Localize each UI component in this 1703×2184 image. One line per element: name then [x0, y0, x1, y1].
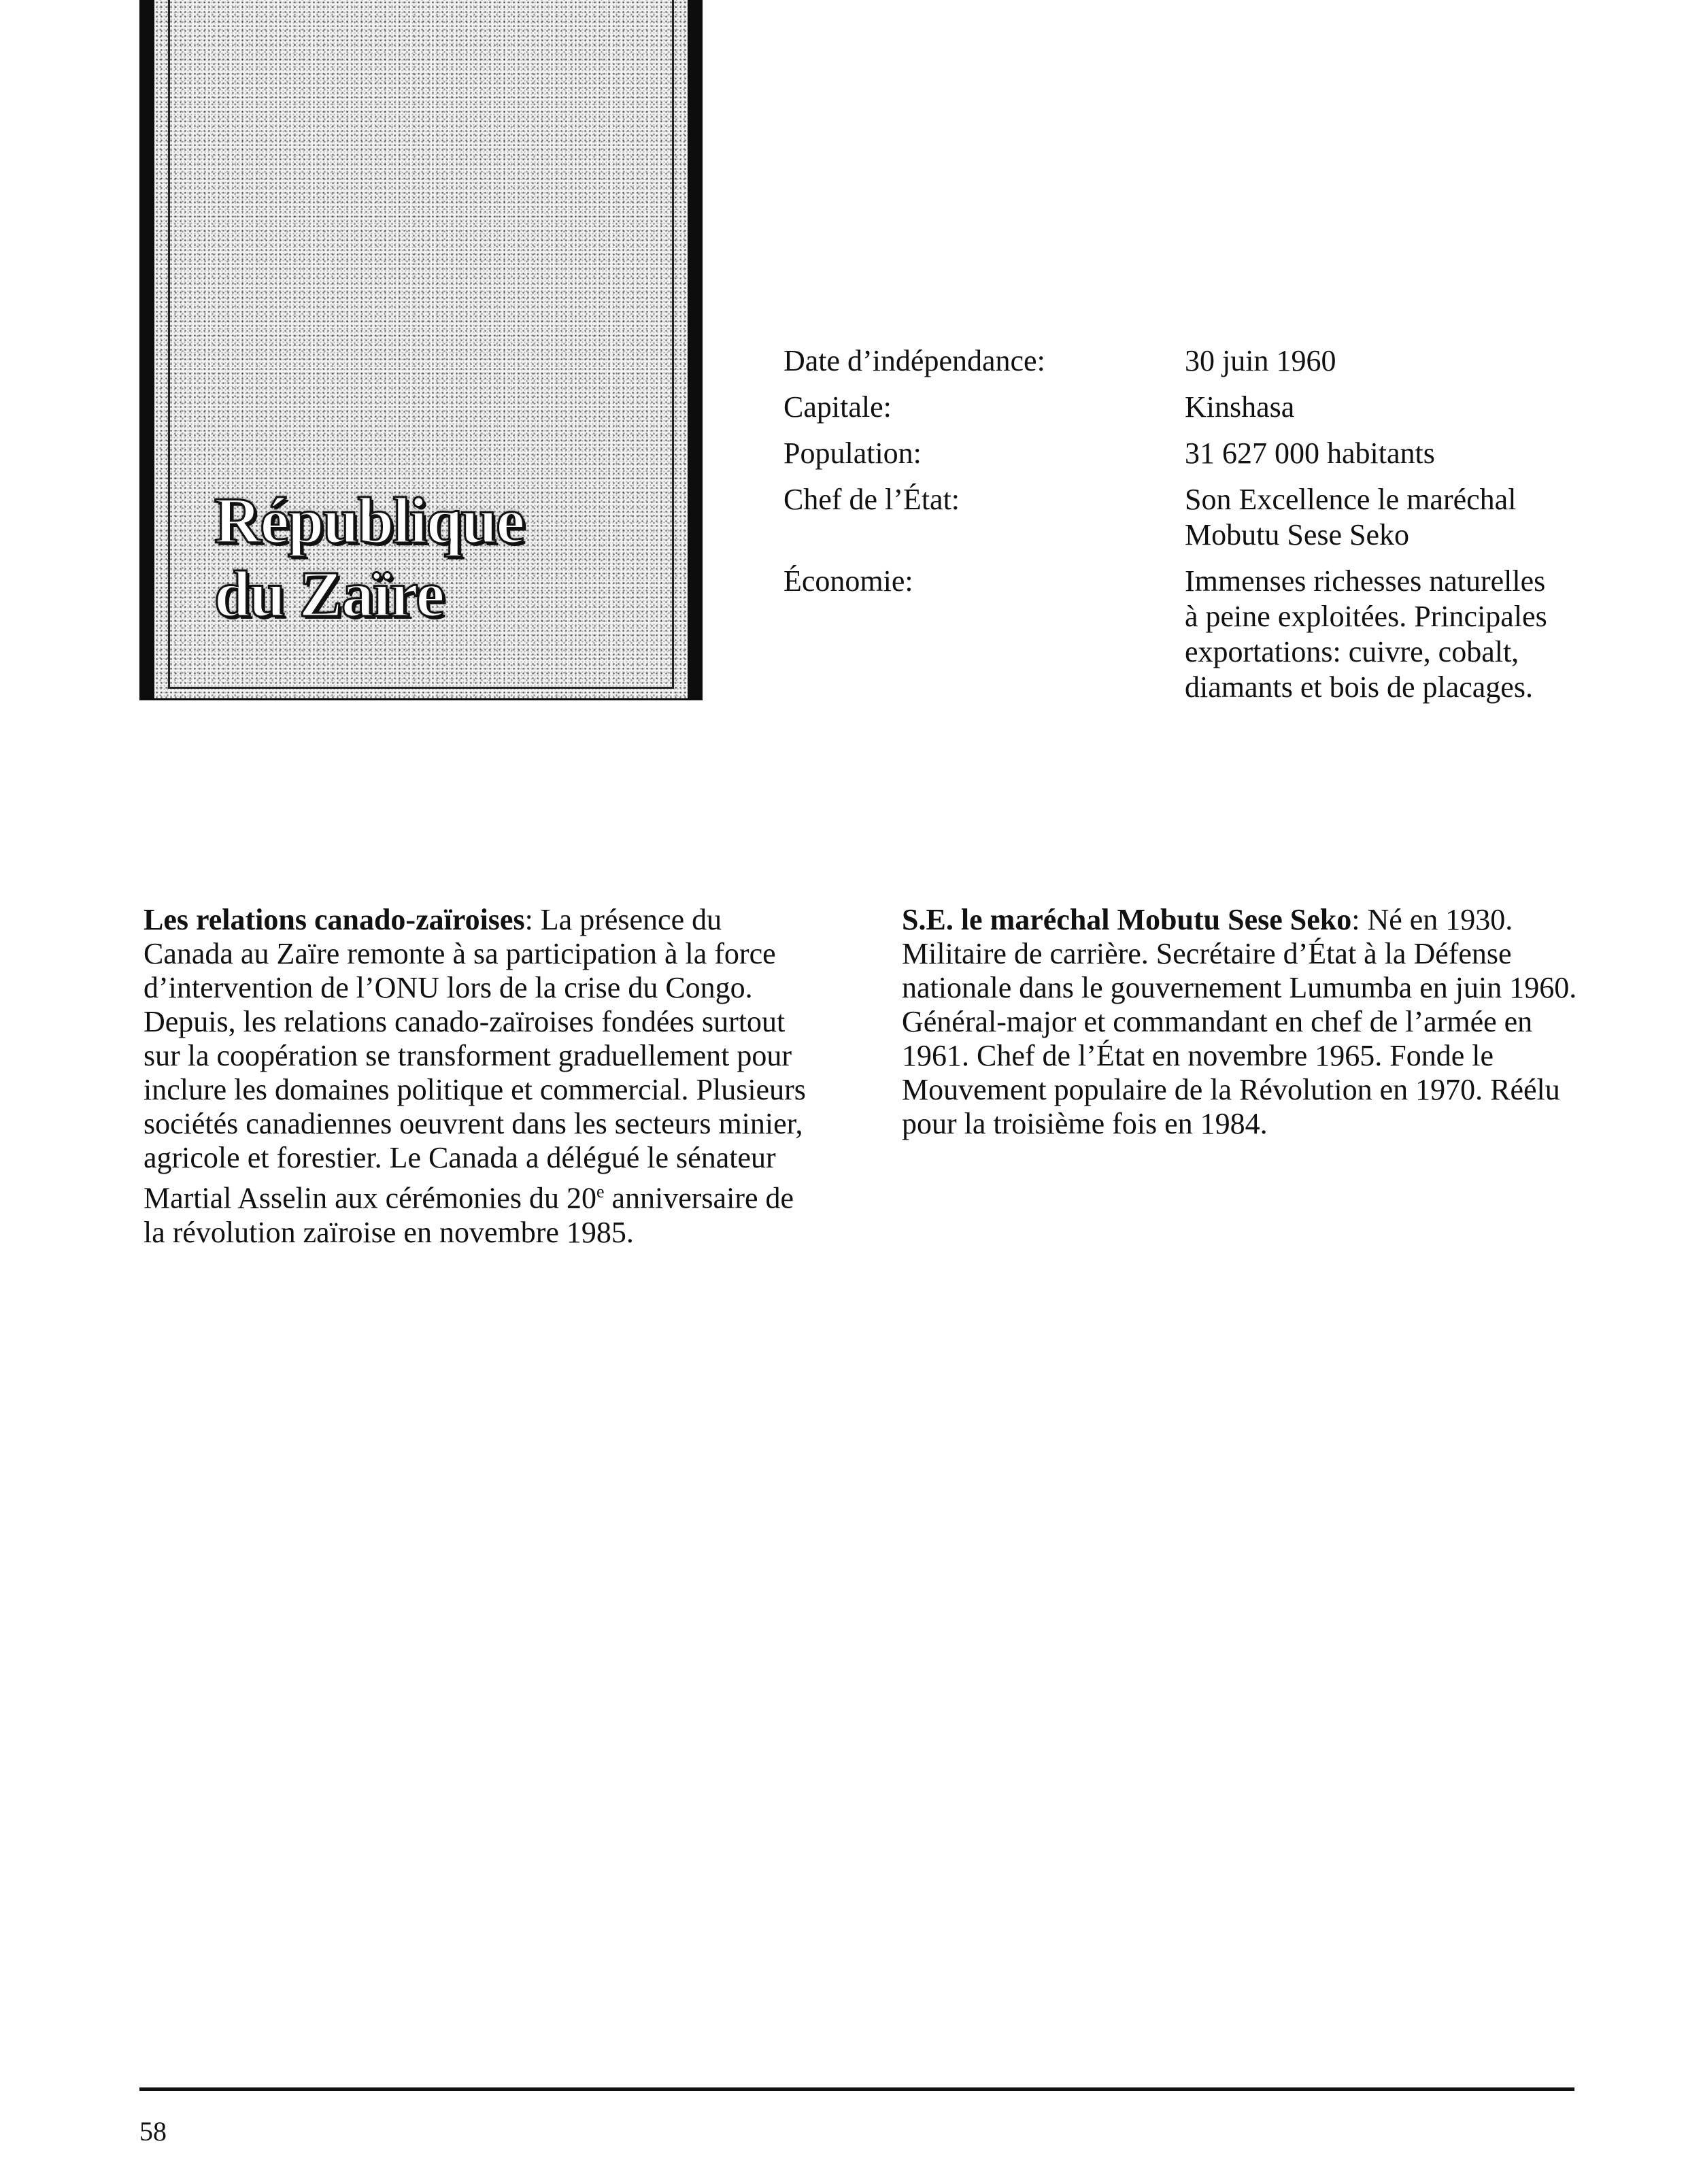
biography-text: : Né en 1930. Militaire de carrière. Secrétaire d’État à la Défense nationale dans le gouvernement Lumumba en juin 1960. Général-major et commandant en chef de l’armée en 1961. Chef de l’État en novembre 1965. Fonde le Mouvement populaire de la Révolution en 1970. Réélu pour la troisième fois en 1984.	[902, 903, 1577, 1140]
relations-text-end: anniversaire de la révolution zaïroise en novembre 1985.	[144, 1181, 794, 1249]
fact-value: Kinshasa	[1185, 390, 1295, 424]
fact-label: Chef de l’État:	[783, 483, 960, 516]
relations-heading: Les relations canado-zaïroises	[144, 903, 525, 936]
fact-label: Économie:	[783, 564, 913, 598]
country-title-line1: République	[214, 484, 524, 557]
relations-paragraph	[144, 903, 817, 1250]
fact-row-economy	[783, 564, 1586, 705]
biography-heading: S.E. le maréchal Mobutu Sese Seko	[902, 903, 1352, 936]
biography-paragraph	[902, 903, 1582, 1141]
fact-row-capital	[783, 390, 1586, 425]
ordinal-superscript: e	[596, 1182, 605, 1201]
country-banner	[139, 0, 703, 700]
fact-row-population	[783, 436, 1586, 471]
fact-label: Population:	[783, 437, 922, 470]
fact-label: Date d’indépendance:	[783, 344, 1045, 377]
relations-text: : La présence du Canada au Zaïre remonte à sa participation à la force d’intervention de l’ONU lors de la crise du Congo. Depuis, les relations canado-zaïroises fondées surtout sur la coopération se transforment graduellement pour inclure les domaines politique et commercial. Plusieurs sociétés canadiennes oeuvrent dans les secteurs minier, agricole et forestier. Le Canada a délégué le sénateur Martial Asselin aux cérémonies du 20	[144, 903, 806, 1215]
fact-row-head-of-state	[783, 482, 1586, 553]
page-number: 58	[139, 2116, 167, 2147]
relations-column	[144, 903, 817, 1250]
fact-label: Capitale:	[783, 390, 892, 424]
country-title	[214, 484, 524, 631]
fact-value: 30 juin 1960	[1185, 344, 1336, 377]
fact-table	[783, 343, 1586, 716]
fact-value: 31 627 000 habitants	[1185, 437, 1435, 470]
fact-row-independence	[783, 343, 1586, 379]
footer-rule	[139, 2087, 1574, 2091]
fact-value: Immenses richesses naturelles à peine exploitées. Principales exportations: cuivre, cobalt, diamants et bois de placages.	[1185, 564, 1547, 704]
fact-value: Son Excellence le maréchal Mobutu Sese Seko	[1185, 483, 1517, 551]
country-title-line2: du Zaïre	[214, 558, 443, 630]
biography-column	[902, 903, 1582, 1141]
